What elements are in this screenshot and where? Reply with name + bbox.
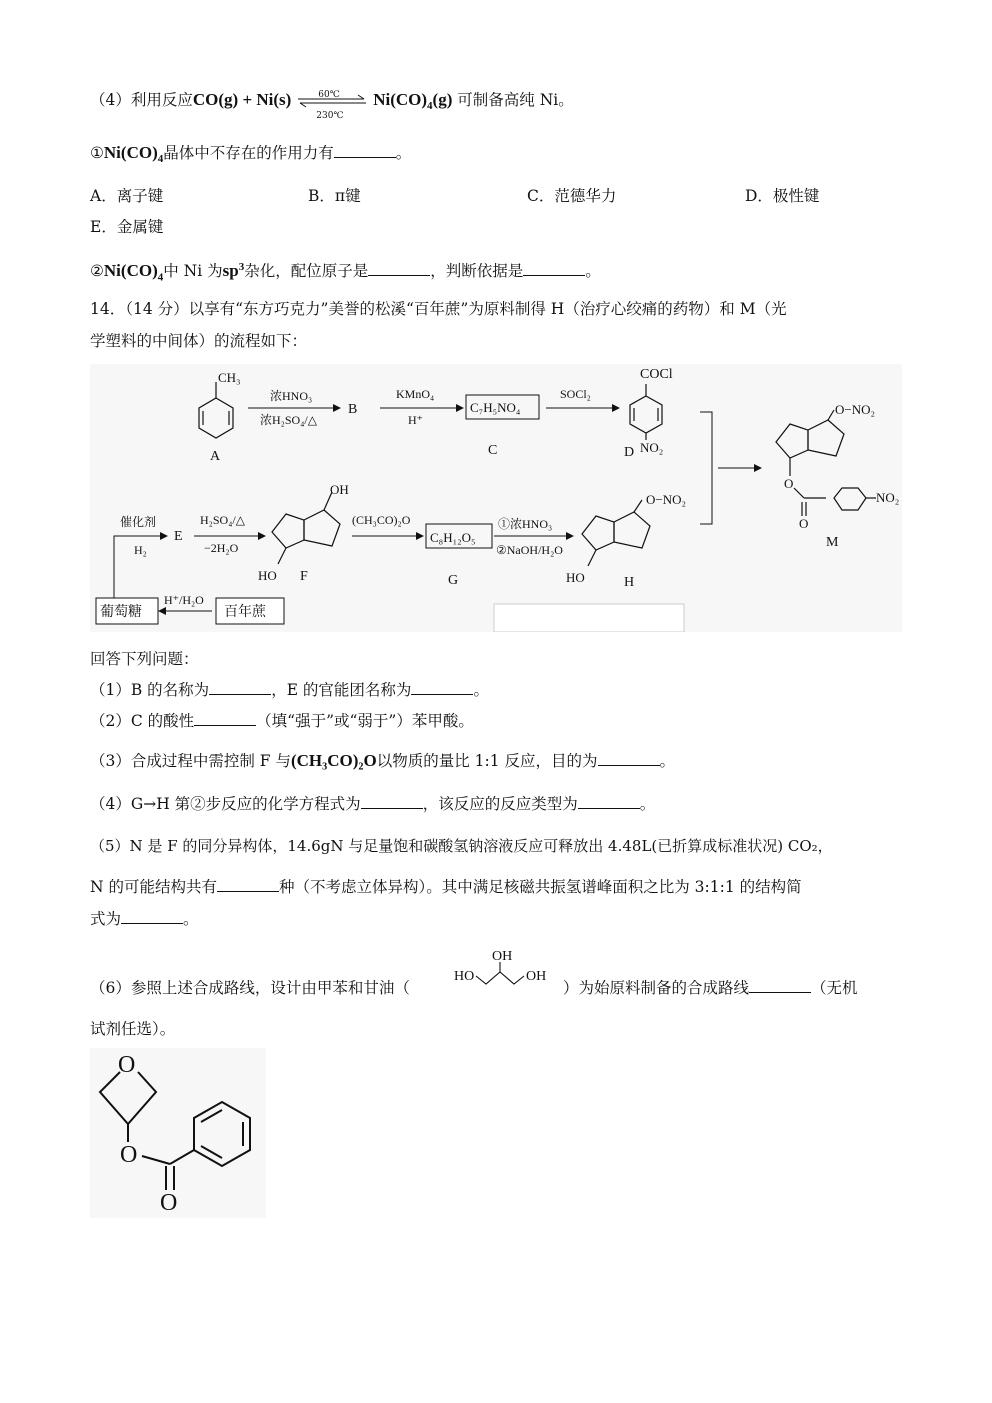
glycerol-oh-right: OH xyxy=(526,969,547,984)
cat-bottom: H₂ xyxy=(134,543,147,557)
step2-top: KMnO₄ xyxy=(396,387,435,401)
p3-b: 以物质的量比 1:1 反应，目的为 xyxy=(376,752,598,770)
answer-blank[interactable] xyxy=(411,680,473,695)
h-label: H xyxy=(624,575,635,590)
d-bottom: NO₂ xyxy=(640,440,664,455)
b-label: B xyxy=(348,402,358,417)
sub2-text-c: ，判断依据是 xyxy=(430,262,524,281)
option-d[interactable]: D．极性键 xyxy=(745,187,820,205)
p5-line3-a: 式为 xyxy=(90,910,122,928)
step7-bottom: ②NaOH/H₂O xyxy=(496,543,563,557)
answer-5-line3 xyxy=(90,908,199,930)
step1-bottom: 浓H₂SO₄/△ xyxy=(260,413,317,427)
c-label: C xyxy=(488,443,498,458)
answer-blank[interactable] xyxy=(121,909,183,924)
cat-top: 催化剂 xyxy=(120,515,157,529)
answer-blank[interactable] xyxy=(194,711,256,726)
d-top: COCl xyxy=(640,367,673,382)
step6-top: (CH₃CO)₂O xyxy=(352,513,411,527)
sub2-formula: Ni(CO) xyxy=(103,261,158,281)
h-oh: HO xyxy=(566,570,585,585)
answer-6-line2: 试剂任选）。 xyxy=(90,1020,176,1038)
cond-bottom: 230℃ xyxy=(316,111,344,121)
f-oh-top: OH xyxy=(330,482,349,497)
option-e[interactable]: E．金属键 xyxy=(90,218,164,236)
q4-reaction-line: （4）利用反应CO(g) + Ni(s) 60℃ 230℃ $Ni(CO)_4(g)$ 可制备高纯 Ni。 xyxy=(90,89,574,117)
m-label: M xyxy=(826,535,839,550)
sub2-end: 。 xyxy=(585,262,601,281)
a-methyl: CH₃ xyxy=(218,370,241,385)
answer-blank[interactable] xyxy=(578,794,640,809)
m-ester-o: O xyxy=(784,476,794,491)
p2-a: （2）C 的酸性 xyxy=(90,712,195,730)
target-o-top: O xyxy=(118,1052,136,1078)
glycerol-structure xyxy=(442,944,560,996)
glycerol-ho: HO xyxy=(454,969,475,984)
reaction-product: Ni(CO) xyxy=(373,90,428,109)
step5-top: H₂SO₄/△ xyxy=(200,513,245,527)
p3-a: （3）合成过程中需控制 F 与 xyxy=(90,752,291,770)
reaction-reactants: CO(g) + Ni(s) xyxy=(192,90,292,109)
answer-3 xyxy=(90,750,675,772)
answer-5-line1: （5）N 是 F 的同分异构体，14.6gN 与足量饱和碳酸氢钠溶液反应可释放出 4.48L(已折算成标准状况) CO₂， xyxy=(90,837,833,855)
sub2-text-a: 中 Ni 为 xyxy=(163,262,223,281)
step7-top: ①浓HNO₃ xyxy=(498,517,553,531)
g-formula: C₈H₁₂O₅ xyxy=(430,530,476,545)
answer-6-b xyxy=(563,977,858,999)
sp-label: sp xyxy=(222,261,239,281)
glycerol-oh-top: OH xyxy=(492,949,513,964)
p6-c: （无机 xyxy=(811,979,858,997)
answer-blank[interactable] xyxy=(217,877,279,892)
answer-6-a: （6）参照上述合成路线，设计由甲苯和甘油（ xyxy=(90,979,410,997)
option-c[interactable]: C．范德华力 xyxy=(527,187,617,205)
p4-b: ，该反应的反应类型为 xyxy=(422,795,578,813)
p5-line2-a: N 的可能结构共有 xyxy=(90,878,217,896)
q4-sub1: $①Ni(CO)_4$晶体中不存在的作用力有 。 xyxy=(90,143,412,166)
sub1-text: 晶体中不存在的作用力有 xyxy=(163,144,334,162)
answer-blank[interactable] xyxy=(523,261,585,276)
m-top: O−NO₂ xyxy=(835,402,876,417)
m-carbonyl-o: O xyxy=(799,516,809,531)
q14-line1: 14．（14 分）以享有“东方巧克力”美誉的松溪“百年蔗”为原料制得 H（治疗心绞痛的药物）和 M（光 xyxy=(90,300,787,318)
answer-5-line2 xyxy=(90,876,802,898)
option-b[interactable]: B．π键 xyxy=(308,187,361,205)
answer-blank[interactable] xyxy=(361,794,423,809)
target-o-bottom: O xyxy=(160,1190,178,1216)
p1-b: ，E 的官能团名称为 xyxy=(271,681,412,699)
answer-1 xyxy=(90,679,489,701)
sugar-box: 葡萄糖 xyxy=(100,605,142,620)
q4-tail: 可制备高纯 Ni。 xyxy=(452,91,574,109)
d-label: D xyxy=(624,445,635,460)
cane-box: 百年蔗 xyxy=(224,605,266,620)
hydrolysis: H⁺/H₂O xyxy=(164,593,204,607)
p6-b: ）为始原料制备的合成路线 xyxy=(563,979,750,997)
p1-a: （1）B 的名称为 xyxy=(90,681,210,699)
answer-blank[interactable] xyxy=(749,978,811,993)
q4-intro: （4）利用反应 xyxy=(90,91,193,109)
target-o-mid: O xyxy=(120,1142,138,1168)
answer-blank[interactable] xyxy=(368,261,430,276)
e-label: E xyxy=(174,529,183,544)
sub1-end: 。 xyxy=(395,144,412,162)
p1-c: 。 xyxy=(473,681,489,699)
answer-2 xyxy=(90,710,474,732)
reaction-product-state: (g) xyxy=(432,90,453,109)
p5-line2-b: 种（不考虑立体异构）。其中满足核磁共振氢谱峰面积之比为 3:1:1 的结构简 xyxy=(279,878,802,896)
f-oh-bottom: HO xyxy=(258,568,277,583)
answer-blank[interactable] xyxy=(598,751,660,766)
cond-top: 60℃ xyxy=(318,90,340,100)
equilibrium-arrow xyxy=(296,90,368,121)
h-top: O−NO₂ xyxy=(646,492,687,507)
p3-c: 。 xyxy=(659,752,676,770)
c-formula: C₇H₅NO₄ xyxy=(470,400,521,415)
sub1-formula: Ni(CO) xyxy=(103,143,158,162)
f-label: F xyxy=(300,569,308,584)
g-label: G xyxy=(448,573,459,588)
answer-4 xyxy=(90,793,655,815)
step5-bottom: −2H₂O xyxy=(204,541,239,555)
p4-a: （4）G→H 第②步反应的化学方程式为 xyxy=(90,795,361,813)
answer-blank[interactable] xyxy=(209,680,271,695)
a-label: A xyxy=(210,449,221,464)
answers-heading: 回答下列问题： xyxy=(90,650,199,668)
target-structure xyxy=(90,1048,266,1218)
step1-top: 浓HNO₃ xyxy=(270,389,313,403)
p4-c: 。 xyxy=(639,795,656,813)
sub2-text-b: 杂化，配位原子是 xyxy=(244,262,369,281)
sub1-mark: ① xyxy=(90,144,104,162)
synthesis-scheme xyxy=(90,364,902,632)
answer-blank[interactable] xyxy=(334,143,396,158)
p5-line3-b: 。 xyxy=(183,910,199,928)
sub2-mark: ② xyxy=(90,262,104,281)
q14-line2: 学塑料的中间体）的流程如下： xyxy=(90,332,308,350)
q4-sub2: $②Ni(CO)_4$中 Ni 为$sp^3$杂化，配位原子是 ，判断依据是 。 xyxy=(90,261,601,284)
step3-top: SOCl₂ xyxy=(560,387,591,401)
m-right: NO₂ xyxy=(876,490,900,505)
p3-formula: (CH₃CO)₂O xyxy=(290,751,377,770)
p2-b: （填“强于”或“弱于”）苯甲酸。 xyxy=(256,712,474,730)
step2-bottom: H⁺ xyxy=(408,413,423,427)
option-a[interactable]: A．离子键 xyxy=(90,187,164,205)
